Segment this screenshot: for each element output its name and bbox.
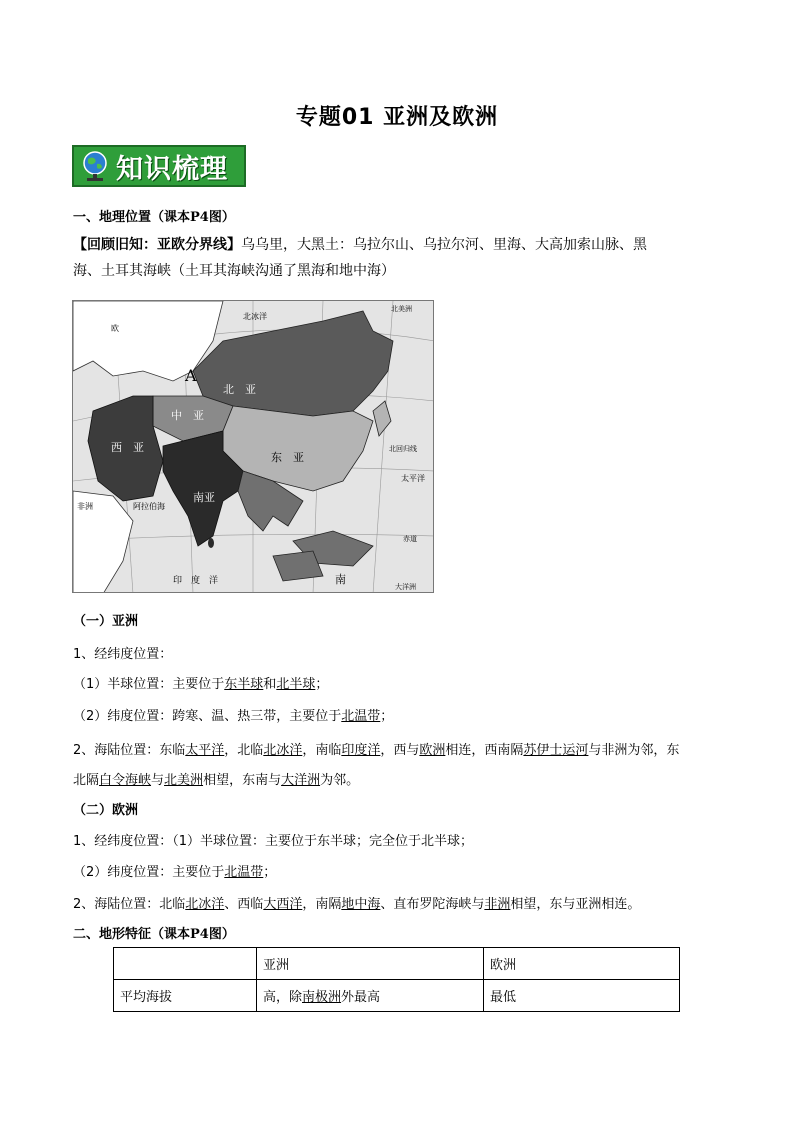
review-text-1: 乌乌里，大黑土：乌拉尔山、乌拉尔河、里海、大高加索山脉、黑 bbox=[241, 237, 647, 253]
map-marker-a: A bbox=[185, 366, 197, 385]
review-bold: 【回顾旧知：亚欧分界线】 bbox=[73, 237, 241, 253]
asia-p4: 2、海陆位置：东临太平洋，北临北冰洋，南临印度洋，西与欧洲相连，西南隔苏伊士运河与非洲为邻，东 北隔白令海峡与北美洲相望，东南与大洋洲为邻。 bbox=[73, 743, 680, 788]
asia-p3: （2）纬度位置：跨寒、温、热三带，主要位于北温带； bbox=[73, 709, 394, 724]
asia-heading: （一）亚洲 bbox=[73, 614, 139, 629]
place-europe: 欧 bbox=[111, 324, 119, 333]
asia-map bbox=[72, 300, 434, 593]
globe-icon bbox=[78, 149, 112, 183]
table-header-cell: 亚洲 bbox=[257, 948, 484, 980]
region-label-north: 北 亚 bbox=[223, 383, 256, 396]
page-title: 专题01 亚洲及欧洲 bbox=[295, 105, 499, 130]
table-cell: 高，除南极洲外最高 bbox=[257, 980, 484, 1012]
place-tropic: 北回归线 bbox=[389, 445, 417, 453]
table-cell: 最低 bbox=[484, 980, 680, 1012]
table-row bbox=[114, 980, 680, 1012]
region-label-central: 中 亚 bbox=[171, 409, 204, 422]
place-pacific-ocean: 太平洋 bbox=[401, 474, 425, 483]
place-arctic-ocean: 北冰洋 bbox=[243, 312, 267, 321]
place-africa: 非洲 bbox=[77, 502, 93, 511]
review-text-2: 海、土耳其海峡（土耳其海峡沟通了黑海和地中海） bbox=[73, 263, 395, 279]
table-header-cell bbox=[114, 948, 257, 980]
table-cell: 平均海拔 bbox=[114, 980, 257, 1012]
place-oceania: 大洋洲 bbox=[395, 583, 416, 591]
europe-p2: （2）纬度位置：主要位于北温带； bbox=[73, 865, 277, 880]
table-header-row bbox=[114, 948, 680, 980]
europe-p1: 1、经纬度位置：（1）半球位置：主要位于东半球；完全位于北半球； bbox=[73, 834, 474, 849]
region-label-south: 南亚 bbox=[193, 491, 215, 504]
europe-p3: 2、海陆位置：北临北冰洋、西临大西洋，南隔地中海、直布罗陀海峡与非洲相望，东与亚洲相连。 bbox=[73, 897, 641, 912]
region-label-southeast: 南 bbox=[335, 573, 346, 586]
section1-heading: 一、地理位置（课本P4图） bbox=[73, 210, 235, 225]
place-indian-ocean: 印 度 洋 bbox=[173, 576, 219, 586]
terrain-table bbox=[113, 947, 680, 1012]
place-equator: 赤道 bbox=[403, 535, 417, 543]
section-banner bbox=[72, 145, 246, 187]
section2-heading: 二、地形特征（课本P4图） bbox=[73, 927, 235, 942]
asia-p1: 1、经纬度位置： bbox=[73, 647, 173, 662]
banner-label: 知识梳理 bbox=[116, 153, 228, 185]
place-arabian-sea: 阿拉伯海 bbox=[133, 502, 165, 511]
region-label-west: 西 亚 bbox=[111, 441, 144, 454]
europe-heading: （二）欧洲 bbox=[73, 803, 139, 818]
review-paragraph bbox=[73, 232, 733, 284]
place-north-america: 北美洲 bbox=[391, 305, 412, 313]
asia-map-svg bbox=[73, 301, 434, 593]
region-label-east: 东 亚 bbox=[271, 451, 304, 464]
asia-p2: （1）半球位置：主要位于东半球和北半球； bbox=[73, 677, 329, 692]
table-header-cell: 欧洲 bbox=[484, 948, 680, 980]
